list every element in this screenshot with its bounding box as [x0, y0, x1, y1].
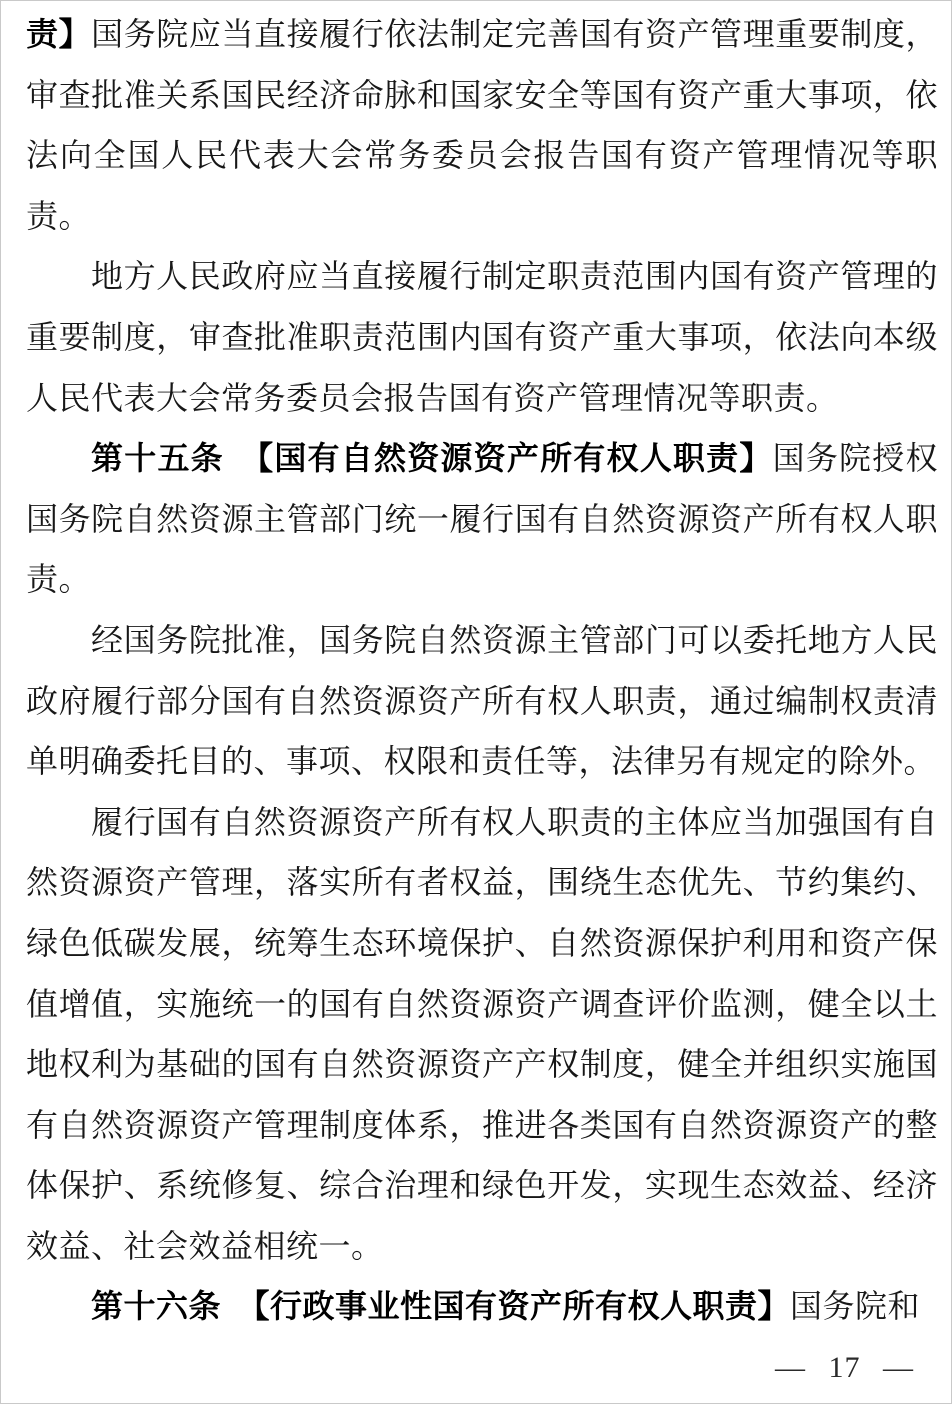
text-segment: 地方人民政府应当直接履行制定职责范围内国有资产管理的重要制度，审查批准职责范围内国有资产重大事项，依法向本级人民代表大会常务委员会报告国有资产管理情况等职责。	[26, 258, 938, 416]
page-number: — 17 —	[775, 1351, 914, 1384]
text-segment: 履行国有自然资源资产所有权人职责的主体应当加强国有自然资源资产管理，落实所有者权益，围绕生态优先、节约集约、绿色低碳发展，统筹生态环境保护、自然资源保护利用和资产保值增值，实施统一的国有自然资源资产调查评价监测，健全以土地权利为基础的国有自然资源资产产权制度，健全并组织实施国有自然资源资产管理制度体系，推进各类国有自然资源资产的整体保护、系统修复、综合治理和绿色开发，实现生态效益、经济效益、社会效益相统一。	[26, 803, 938, 1264]
document-body	[26, 4, 938, 1337]
clause-title-tail: 责】	[26, 16, 92, 52]
paragraph-natural-resource-management	[26, 792, 938, 1277]
article-16-heading: 第十六条 【行政事业性国有资产所有权人职责】	[91, 1288, 791, 1325]
text-segment: 国务院应当直接履行依法制定完善国有资产管理重要制度，审查批准关系国民经济命脉和国家安全等国有资产重大事项，依法向全国人民代表大会常务委员会报告国有资产管理情况等职责。	[26, 16, 938, 234]
text-segment: 国务院和	[790, 1288, 921, 1325]
paragraph-delegation	[26, 610, 938, 792]
paragraph-local-government-duties	[26, 246, 938, 428]
paragraph-article-15	[26, 428, 938, 610]
paragraph-article-16	[26, 1276, 938, 1337]
text-segment: 国务院授权国务院自然资源主管部门统一履行国有自然资源资产所有权人职责。	[26, 440, 938, 598]
paragraph-state-council-duties	[26, 4, 938, 246]
text-segment: 经国务院批准，国务院自然资源主管部门可以委托地方人民政府履行部分国有自然资源资产所有权人职责，通过编制权责清单明确委托目的、事项、权限和责任等，法律另有规定的除外。	[26, 621, 938, 780]
article-15-heading: 第十五条 【国有自然资源资产所有权人职责】	[91, 440, 773, 477]
